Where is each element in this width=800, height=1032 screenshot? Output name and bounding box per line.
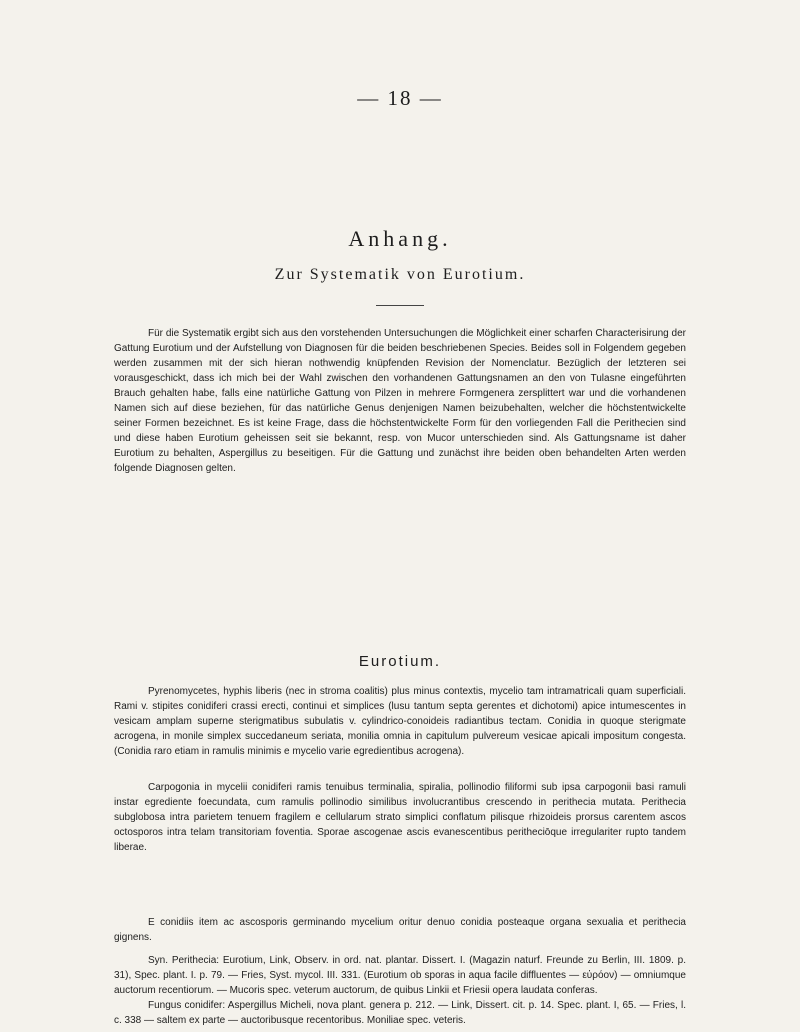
synonyms-paragraph-1: Syn. Perithecia: Eurotium, Link, Observ. in ord. nat. plantar. Dissert. I. (Magazin naturf. Freunde zu Berlin, III. 1809. p. 31), Spec. plant. I. p. 79. — Fries, Syst. mycol. III. 331. (Eurotium ob sporas in aqua facile diffluentes — εὐρόον) — omniumque auctorum recentiorum. — Mucoris spec. veterum auctorum, de quibus Linkii et Friesii opera laudata conferas. <box>114 955 686 996</box>
page-subheading: Zur Systematik von Eurotium. <box>274 266 526 283</box>
diagnosis-paragraph-2: Carpogonia in mycelii conidiferi ramis tenuibus terminalia, spiralia, pollinodio filiformi sub ipsa carpogonii basi ramuli instar egrediente foecundata, cum ramulis pollinodio similibus involucrantibus crescendo in perithecia mutata. Perithecia subglobosa intra parietem tenuem fragilem e cellularum strato simplici conflatum pilisque rhizoideis prorsus carentem ascos octosporos intra telam transitoriam foventia. Sporae ascogenae ascis evanescentibus peritheciōque irregulariter rupto tandem liberae. <box>114 782 686 853</box>
diagnosis-paragraph-1: Pyrenomycetes, hyphis liberis (nec in stroma coalitis) plus minus contextis, mycelio tam intramatricali quam superficiali. Rami v. stipites conidiferi crassi erecti, continui et simplices (lusu tantum septa gerentes et dichotomi) apice intumescentes in vesicam amplam superne sterigmatibus subulatis v. cylindrico-conoideis radiantibus tectam. Conidia in quoque sterigmate acrogena, in monile simplex succedaneum seriata, monilia omnia in capitulum pulvereum vesicae apicali impositum congesta. (Conidia raro etiam in ramulis minimis e mycelio varie egredientibus acrogena). <box>114 686 686 757</box>
heading-divider <box>376 305 424 306</box>
diagnosis-paragraph-3: E conidiis item ac ascosporis germinando mycelium oritur denuo conidia posteaque organa sexualia et perithecia gignens. <box>114 917 686 943</box>
section-title: Eurotium. <box>358 653 442 670</box>
synonyms-paragraph-2: Fungus conidifer: Aspergillus Micheli, nova plant. genera p. 212. — Link, Dissert. cit. p. 14. Spec. plant. I, 65. — Fries, l. c. 338 — saltem ex parte — auctoribusque recentoribus. Moniliae spec. veteris. <box>114 1000 686 1026</box>
page-number: — 18 — <box>357 86 443 110</box>
page-heading: Anhang. <box>348 226 452 251</box>
intro-paragraph: Für die Systematik ergibt sich aus den vorstehenden Untersuchungen die Möglichkeit einer scharfen Characterisirung der Gattung Eurotium und der Aufstellung von Diagnosen für die beiden beschriebenen Species. Beides soll in Folgendem gegeben werden zusammen mit der sich hieran nothwendig knüpfenden Revision der Nomenclatur. Bezüglich der letzteren sei vorausgeschickt, dass ich mich bei der Wahl zwischen den vorhandenen Gattungsnamen an den von Tulasne eingeführten Brauch gehalten habe, falls eine natürliche Gattung von Pilzen in mehrere Formgenera zersplittert war und die vorhandenen Namen sich auf diese beziehen, für das natürliche Genus denjenigen Namen beizubehalten, welcher die höchstentwickelte seiner Formen bezeichnet. Es ist keine Frage, dass die höchstentwickelte Form für den vorliegenden Fall die Perithecien sind und diese haben Eurotium geheissen seit sie bekannt, resp. von Mucor unterschieden sind. Als Gattungsname ist daher Eurotium zu behalten, Aspergillus zu beseitigen. Für die Gattung und zunächst ihre beiden oben behandelten Arten werden folgende Diagnosen gelten. <box>114 328 686 474</box>
